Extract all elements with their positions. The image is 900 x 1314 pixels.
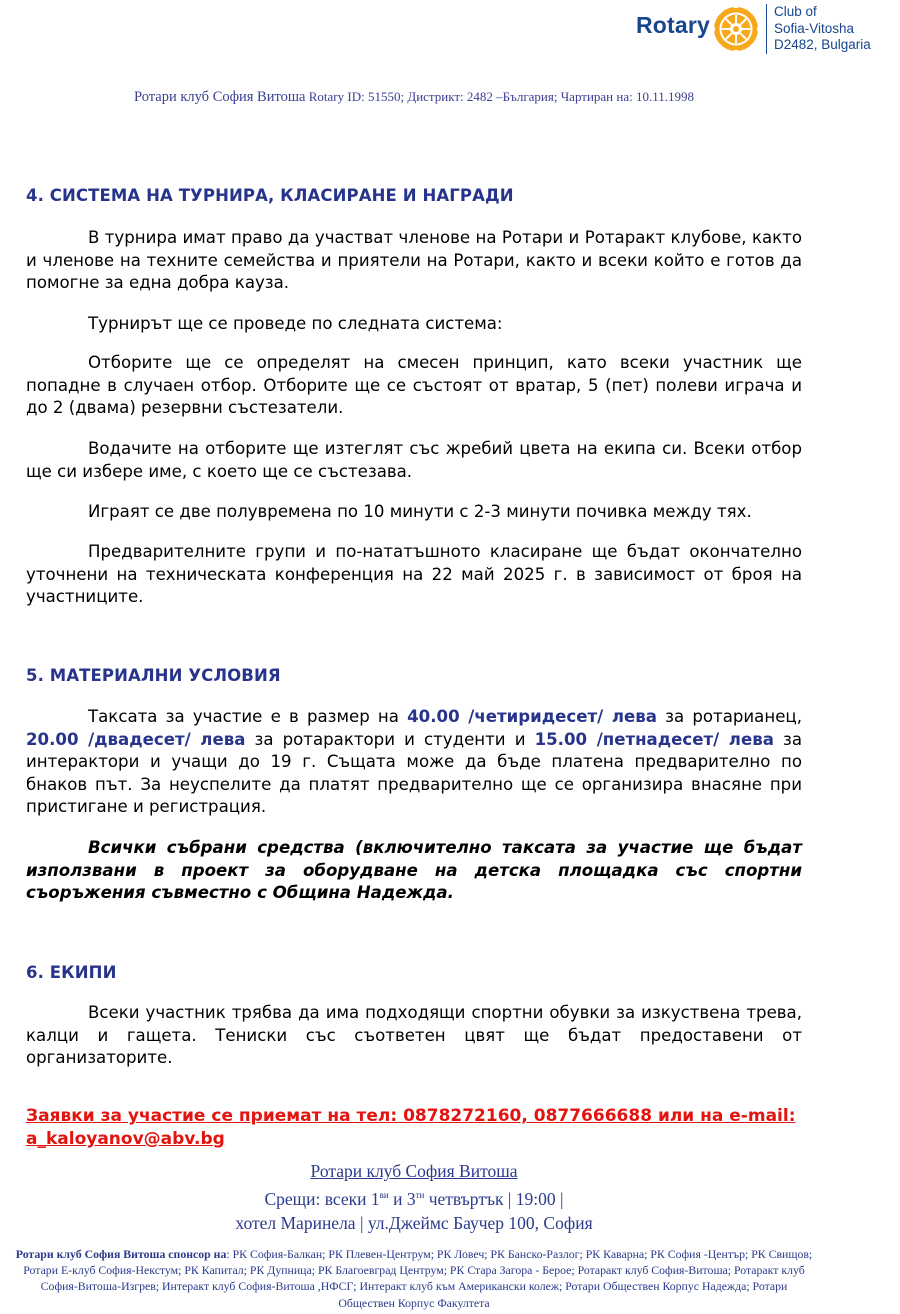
rotary-wheel-icon — [712, 5, 760, 53]
section4-heading: 4. СИСТЕМА НА ТУРНИРА, КЛАСИРАНЕ И НАГРАДИ — [26, 186, 514, 205]
section6-heading: 6. ЕКИПИ — [26, 963, 117, 982]
club-lines — [774, 4, 871, 54]
fee-paragraph: Таксата за участие е в размер на 40.00 /четиридесет/ лева за ротарианец, 20.00 /двадесет/ лева за ротарактори и студенти и 15.00 /петнадесет/ лева за интерактори и учащи до 19 г. Същата може да бъде платена предварително по бнаков път. За неуспелите да платят предварително ще се организира внасяне при пристигане и регистрация. — [26, 707, 802, 816]
sponsors-list: : РК София-Балкан; РК Плевен-Центрум; РК Ловеч; РК Банско-Разлог; РК Каварна; РК София -Център; РК Свищов; Ротари Е-клуб София-Некстум; РК Капитал; РК Дупница; РК Благоевград Центрум; РК Стара Загора - Берое; Ротаракт клуб София-Витоша; Ротаракт клуб София-Витоша-Изгрев; Интеракт клуб София-Витоша ,НФСГ; Интеракт клуб към Американски колеж; Ротари Обществен Корпус Надежда; Ротари Обществен Корпус Факултета — [23, 1247, 813, 1310]
section4-paragraph: Турнирът ще се проведе по следната система: — [88, 314, 503, 333]
funds-note: Всички събрани средства (включително таксата за участие ще бъдат използвани в проект за оборудване на детска площадка със спортни съоръжения съвместно с Община Надежда. — [26, 838, 802, 902]
section4-paragraph: Играят се две полувремена по 10 минути с 2-3 минути почивка между тях. — [88, 502, 752, 521]
sponsors-block — [14, 1246, 814, 1311]
section4-paragraph: Водачите на отборите ще изтеглят със жребий цвета на екипа си. Всеки отбор ще си избере име, с което ще се състезава. — [26, 439, 802, 481]
header-details: Rotary ID: 51550; Дистрикт: 2482 –България; Чартиран на: 10.11.1998 — [305, 89, 694, 104]
rotary-brand-text: Rotary — [636, 12, 711, 38]
fee-rotaract: 20 — [26, 729, 50, 749]
fee-interact: 15.00 /петнадесет/ лева — [534, 729, 774, 749]
section4-paragraph: В турнира имат право да участват членове на Ротари и Ротаракт клубове, както и членове на техните семейства и приятели на Ротари, както и всеки който е готов да помогне за една добра кауза. — [26, 228, 802, 292]
club-line: D2482, Bulgaria — [774, 37, 871, 52]
footer-meetings: Срещи: всеки $1^{ви}$ и $3^{ти}$ четвъртък | 19:00 | — [264, 1188, 564, 1209]
footer-address: хотел Маринела | ул.Джеймс Баучер 100, София — [235, 1212, 593, 1233]
footer-block — [0, 1159, 828, 1235]
section5-heading: 5. МАТЕРИАЛНИ УСЛОВИЯ — [26, 666, 281, 685]
header-line — [0, 89, 828, 106]
section6-paragraph: Всеки участник трябва да има подходящи спортни обувки за изкуствена трева, калци и гащета. Тениски със съответен цвят ще бъдат предоставени от организаторите. — [26, 1003, 802, 1067]
footer-club-name[interactable]: Ротари клуб София Витоша — [310, 1161, 518, 1181]
section4-paragraph: Предварителните групи и по-нататъшното класиране ще бъдат окончателно уточнени на техническата конференция на 22 май 2025 г. в зависимост от броя на участниците. — [26, 542, 802, 606]
contact-line[interactable]: Заявки за участие се приемат на тел: 0878272160, 0877666688 или на e-mail: a_kaloyanov@abv.bg — [26, 1106, 796, 1149]
sponsors-label: Ротари клуб София Витоша спонсор на — [15, 1247, 227, 1261]
logo-divider — [766, 4, 767, 54]
section4-paragraph: Отборите ще се определят на смесен принцип, като всеки участник ще попадне в случаен отбор. Отборите ще се състоят от вратар, 5 (пет) полеви играча и до 2 (двама) резервни състезатели. — [26, 353, 802, 417]
club-line: Sofia-Vitosha — [774, 20, 855, 36]
header-club-name: Ротари клуб София Витоша — [134, 89, 306, 105]
fee-rotarian: 40.00 /четиридесет/ лева — [407, 707, 657, 726]
club-line: Club of — [774, 4, 817, 19]
